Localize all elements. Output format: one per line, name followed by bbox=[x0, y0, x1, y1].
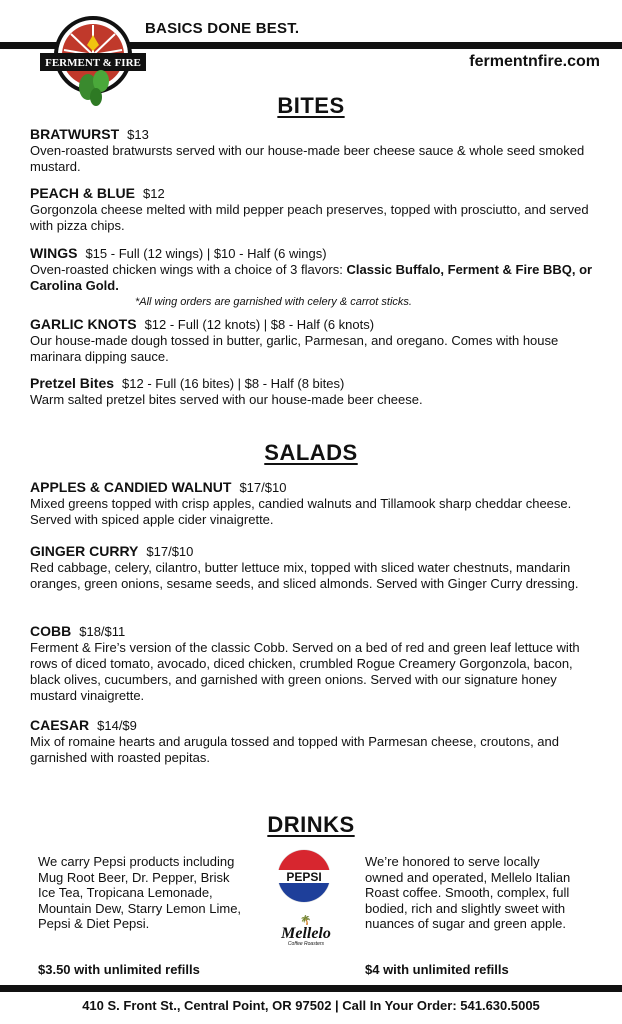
item-price: $12 bbox=[143, 186, 165, 201]
pepsi-description: We carry Pepsi products including Mug Root Beer, Dr. Pepper, Brisk Ice Tea, Tropicana Lemonade, Mountain Dew, Starry Lemon Lime, Pepsi & Diet Pepsi. bbox=[38, 854, 242, 931]
item-price: $13 bbox=[127, 127, 149, 142]
svg-text:FERMENT & FIRE: FERMENT & FIRE bbox=[45, 57, 141, 69]
item-name: APPLES & CANDIED WALNUT bbox=[30, 479, 232, 495]
item-price: $17/$10 bbox=[239, 480, 287, 495]
item-price: $14/$9 bbox=[97, 718, 137, 733]
mellelo-logo bbox=[274, 915, 338, 959]
item-price: $18/$11 bbox=[79, 624, 126, 639]
website-link[interactable]: fermentnfire.com bbox=[469, 53, 600, 70]
item-name: PEACH & BLUE bbox=[30, 185, 136, 201]
item-description-text: Oven-roasted chicken wings with a choice of 3 flavors: bbox=[30, 262, 347, 277]
item-description: Gorgonzola cheese melted with mild pepper peach preserves, topped with prosciutto, and served with pizza chips. bbox=[30, 202, 589, 233]
item-name: GINGER CURRY bbox=[30, 543, 139, 559]
coffee-price: $4 with unlimited refills bbox=[365, 962, 509, 977]
menu-item-pretzel-bites bbox=[30, 375, 600, 408]
menu-item-apples-walnut bbox=[30, 479, 600, 528]
menu-item-ginger-curry bbox=[30, 543, 600, 592]
pepsi-price: $3.50 with unlimited refills bbox=[38, 962, 200, 977]
item-price: $15 - Full (12 wings) | $10 - Half (6 wings) bbox=[85, 246, 327, 261]
item-name: COBB bbox=[30, 623, 72, 639]
item-description: Oven-roasted bratwursts served with our house-made beer cheese sauce & whole seed smoked mustard. bbox=[30, 143, 585, 174]
drinks-title: DRINKS bbox=[267, 812, 355, 837]
wing-flavors: Classic Buffalo, Ferment & Fire BBQ, or Carolina Gold. bbox=[30, 262, 593, 293]
menu-item-bratwurst bbox=[30, 126, 600, 175]
menu-item-peach-blue bbox=[30, 185, 600, 234]
item-description bbox=[30, 262, 600, 294]
menu-item-wings bbox=[30, 245, 600, 310]
wing-note: *All wing orders are garnished with celery & carrot sticks. bbox=[135, 296, 412, 308]
footer-address: 410 S. Front St., Central Point, OR 97502 | Call In Your Order: 541.630.5005 bbox=[82, 998, 540, 1013]
item-name: GARLIC KNOTS bbox=[30, 316, 137, 332]
salads-title: SALADS bbox=[264, 440, 358, 465]
item-description: Mix of romaine hearts and arugula tossed and topped with Parmesan cheese, croutons, and garnished with roasted pepitas. bbox=[30, 734, 559, 765]
item-description: Mixed greens topped with crisp apples, candied walnuts and Tillamook sharp cheddar cheese. Served with spiced apple cider vinaigrette. bbox=[30, 496, 572, 527]
bites-title: BITES bbox=[277, 93, 345, 118]
item-price: $17/$10 bbox=[146, 544, 194, 559]
item-price: $12 - Full (16 bites) | $8 - Half (8 bites) bbox=[122, 376, 345, 391]
item-name: CAESAR bbox=[30, 717, 90, 733]
menu-item-garlic-knots bbox=[30, 316, 600, 365]
item-description: Warm salted pretzel bites served with our house-made beer cheese. bbox=[30, 392, 423, 407]
item-description: Our house-made dough tossed in butter, garlic, Parmesan, and oregano. Comes with house marinara dipping sauce. bbox=[30, 333, 559, 364]
item-name: Pretzel Bites bbox=[30, 375, 115, 391]
footer-divider bbox=[0, 985, 622, 992]
item-description: Ferment & Fire’s version of the classic Cobb. Served on a bed of red and green leaf lettuce with rows of diced tomato, avocado, diced chicken, crumbled Rogue Creamery Gorgonzola, bacon, black olives, cucumbers, and garnished with green onions. Served with our signature honey mustard vinaigrette. bbox=[30, 640, 580, 703]
item-price: $12 - Full (12 knots) | $8 - Half (6 knots) bbox=[144, 317, 375, 332]
menu-item-cobb bbox=[30, 623, 600, 704]
tagline: BASICS DONE BEST. bbox=[145, 20, 300, 37]
item-description: Red cabbage, celery, cilantro, butter lettuce mix, topped with sliced water chestnuts, mandarin oranges, green onions, sesame seeds, and sliced almonds. Served with Ginger Curry dressing. bbox=[30, 560, 579, 591]
pepsi-logo-text: PEPSI bbox=[286, 870, 322, 884]
mellelo-logo-text: Mellelo bbox=[281, 925, 331, 942]
item-name: WINGS bbox=[30, 245, 78, 261]
mellelo-logo-sub: Coffee Roasters bbox=[287, 941, 325, 947]
palm-icon: 🌴 bbox=[300, 915, 312, 925]
menu-item-caesar bbox=[30, 717, 600, 766]
item-name: BRATWURST bbox=[30, 126, 120, 142]
coffee-description: We’re honored to serve locally owned and operated, Mellelo Italian Roast coffee. Smooth, complex, full bodied, rich and slightly sweet with nuances of sugar and green apple. bbox=[365, 854, 571, 931]
pepsi-logo bbox=[276, 848, 332, 904]
